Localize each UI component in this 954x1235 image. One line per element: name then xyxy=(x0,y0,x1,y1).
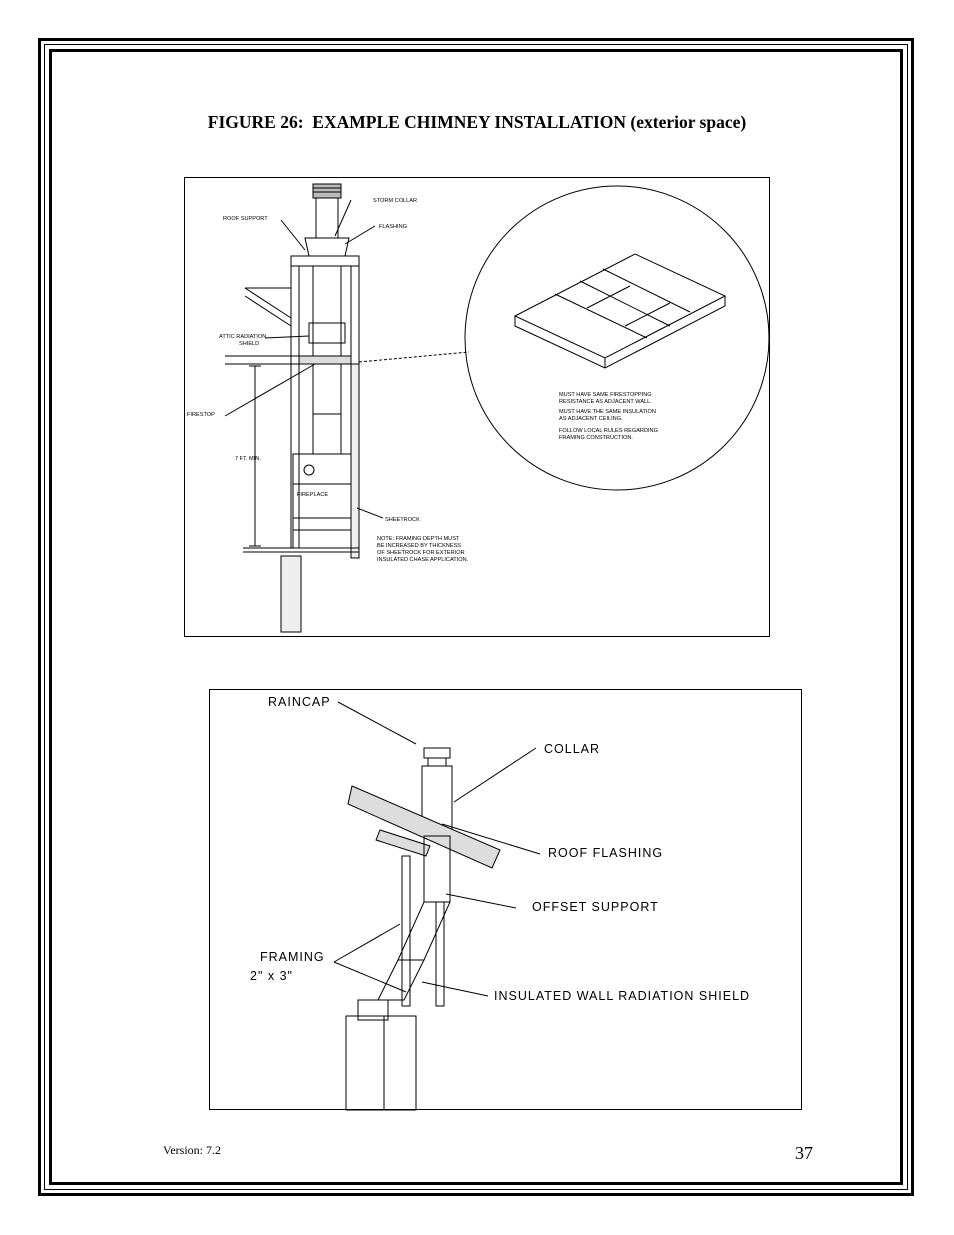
detail-line-5: FOLLOW LOCAL RULES REGARDING xyxy=(559,428,658,434)
label-roof-flashing: ROOF FLASHING xyxy=(548,846,664,860)
chimney-chase-drawing xyxy=(184,177,770,637)
label-seven-ft-min: 7 FT. MIN. xyxy=(235,456,261,462)
detail-line-4: AS ADJACENT CEILING. xyxy=(559,416,623,422)
label-attic-shield-1: ATTIC RADIATION xyxy=(219,334,267,340)
label-offset-support: OFFSET SUPPORT xyxy=(532,900,659,914)
detail-line-3: MUST HAVE THE SAME INSULATION xyxy=(559,409,656,415)
label-roof-support: ROOF SUPPORT xyxy=(223,216,268,222)
note-line-4: INSULATED CHASE APPLICATION. xyxy=(377,557,469,563)
note-line-1: NOTE: FRAMING DEPTH MUST xyxy=(377,536,460,542)
label-flashing: FLASHING xyxy=(379,224,407,230)
version-label: Version: 7.2 xyxy=(163,1143,221,1157)
offset-chimney-svg xyxy=(210,690,803,1111)
label-insulated-wall-shield: INSULATED WALL RADIATION SHIELD xyxy=(494,989,751,1003)
page-number: 37 xyxy=(795,1143,813,1163)
detail-line-2: RESISTANCE AS ADJACENT WALL. xyxy=(559,399,652,405)
label-sheetrock: SHEETROCK xyxy=(385,517,420,523)
label-attic-shield-2: SHIELD xyxy=(239,341,260,347)
figure-title: FIGURE 26: EXAMPLE CHIMNEY INSTALLATION (exterior space) xyxy=(207,112,747,132)
label-collar: COLLAR xyxy=(544,742,601,756)
detail-line-1: MUST HAVE SAME FIRESTOPPING xyxy=(559,392,652,398)
label-framing-size: 2" x 3" xyxy=(250,969,293,983)
label-framing: FRAMING xyxy=(260,950,325,964)
detail-line-6: FRAMING CONSTRUCTION. xyxy=(559,435,633,441)
offset-chimney-drawing xyxy=(209,689,802,1110)
label-storm-collar: STORM COLLAR xyxy=(373,198,418,204)
label-raincap: RAINCAP xyxy=(268,695,331,709)
label-fireplace: FIREPLACE xyxy=(297,492,329,498)
note-line-3: OF SHEETROCK FOR EXTERIOR xyxy=(377,550,465,556)
chimney-chase-svg xyxy=(185,178,771,638)
label-firestop: FIRESTOP xyxy=(187,412,215,418)
note-line-2: BE INCREASED BY THICKNESS xyxy=(377,543,462,549)
